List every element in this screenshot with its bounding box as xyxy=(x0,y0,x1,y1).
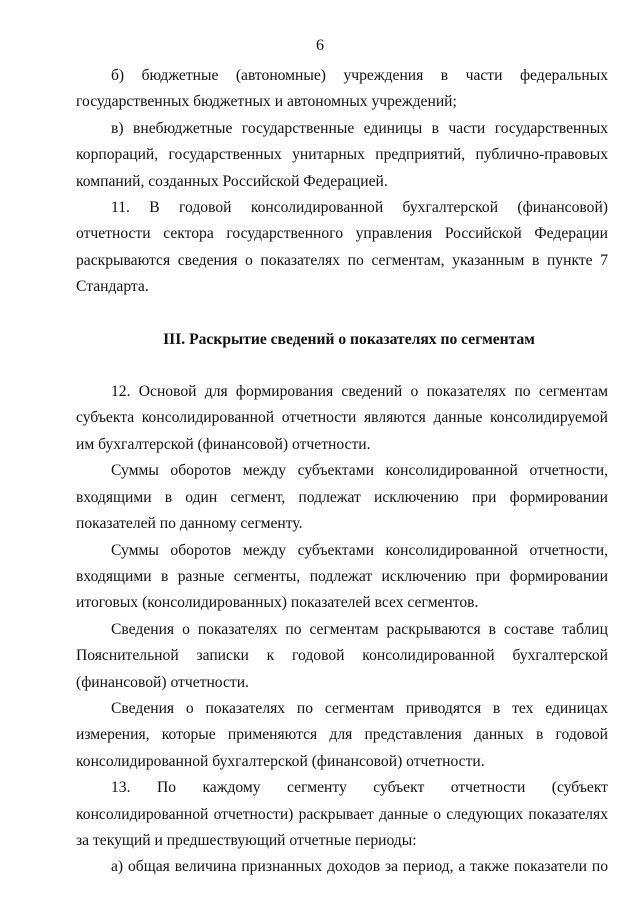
spacer xyxy=(76,301,608,327)
paragraph-11: 11. В годовой консолидированной бухгалтерской (финансовой) отчетности сектора государственного управления Российской Федерации раскрываются сведения о показателях по сегментам, указанным в пункте 7 Стандарта. xyxy=(76,199,608,296)
section-heading: III. Раскрытие сведений о показателях по сегментам xyxy=(163,330,535,348)
paragraph-6v: в) внебюджетные государственные единицы в части государственных корпораций, государственных унитарных предприятий, публично-правовых компаний, созданных Российской Федерацией. xyxy=(76,119,608,190)
page-number: 6 xyxy=(316,37,324,54)
paragraph-different-segments: Суммы оборотов между субъектами консолидированной отчетности, входящими в разные сегменты, подлежат исключению при формировании итоговых (консолидированных) показателей всех сегментов. xyxy=(76,541,608,612)
paragraph-12: 12. Основой для формирования сведений о показателях по сегментам субъекта консолидированной отчетности являются данные консолидируемой им бухгалтерской (финансовой) отчетности. xyxy=(76,383,608,453)
document-body xyxy=(76,63,608,881)
paragraph-disclosure-tables: Сведения о показателях по сегментам раскрываются в составе таблиц Пояснительной записки к годовой консолидированной бухгалтерской (финансовой) отчетности. xyxy=(76,620,608,691)
paragraph-same-segment: Суммы оборотов между субъектами консолидированной отчетности, входящими в один сегмент, подлежат исключению при формировании показателей по данному сегменту. xyxy=(76,462,608,533)
paragraph-13a: а) общая величина признанных доходов за период, а также показатели по xyxy=(111,858,608,876)
paragraph-units: Сведения о показателях по сегментам приводятся в тех единицах измерения, которые применяются для представления данных в годовой консолидированной бухгалтерской (финансовой) отчетности. xyxy=(76,699,608,770)
paragraph-6b: б) бюджетные (автономные) учреждения в части федеральных государственных бюджетных и автономных учреждений; xyxy=(76,67,608,111)
spacer xyxy=(76,353,608,379)
paragraph-13: 13. По каждому сегменту субъект отчетности (субъект консолидированной отчетности) раскрывает данные о следующих показателях за текущий и предшествующий отчетные периоды: xyxy=(76,779,608,849)
